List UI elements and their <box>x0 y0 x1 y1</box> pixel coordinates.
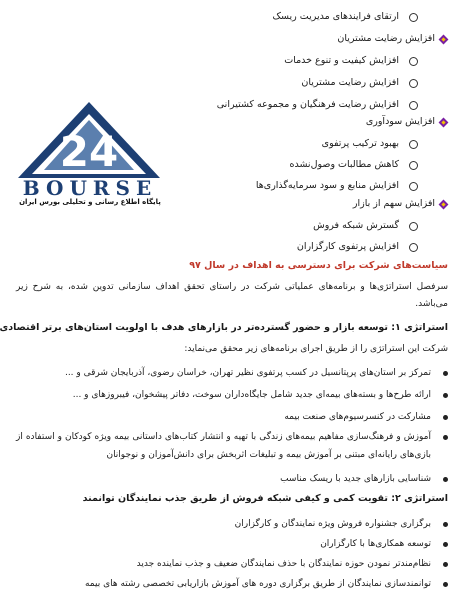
mountain-logo-icon <box>14 100 164 180</box>
strategy2-item <box>16 575 448 593</box>
bullet-icon <box>443 582 448 587</box>
objective-heading <box>366 114 448 130</box>
strategy1-item <box>16 470 448 488</box>
bullet-text: آموزش و فرهنگ‌سازی مفاهیم بیمه‌های زندگی با تهیه و انتشار کتاب‌های داستانی بیمه ویژه کودکان و استفاده از بازی‌های رایانه‌ای مبتنی بر آموزش بیمه و تبلیغات اثربخش برای دانش‌آموزان و نوجوانان <box>16 432 431 460</box>
circle-bullet-icon <box>409 161 418 170</box>
objective-item <box>313 218 418 234</box>
strategy2-item <box>16 535 448 553</box>
objective-item <box>217 97 418 113</box>
strategy2-item <box>16 555 448 573</box>
logo-number: 24 <box>59 127 119 176</box>
objective-item <box>289 157 418 173</box>
objective-label: افزایش رضایت مشتریان <box>337 33 435 44</box>
circle-bullet-icon <box>409 13 418 22</box>
objective-item <box>322 136 418 152</box>
objective-item <box>297 239 418 255</box>
intro-paragraph: سرفصل استراتژی‌ها و برنامه‌های عملیاتی شرکت در راستای تحقق اهداف سازمانی تدوین شده، به شرح زیر می‌باشد. <box>16 282 448 309</box>
bullet-text: توسعه همکاری‌ها با کارگزاران <box>320 539 431 549</box>
objective-label: افزایش پرتفوی کارگزاران <box>296 241 399 252</box>
circle-bullet-icon <box>409 140 418 149</box>
circle-bullet-icon <box>409 222 418 231</box>
objective-label: افزایش رضایت مشتریان <box>301 77 399 88</box>
bullet-icon <box>443 542 448 547</box>
policies-heading: سیاست‌های شرکت برای دسترسی به اهداف در سال ۹۷ <box>189 260 448 271</box>
bullet-icon <box>443 393 448 398</box>
objective-heading <box>337 31 448 47</box>
objective-label: افزایش منابع و سود سرمایه‌گذاری‌ها <box>255 180 399 191</box>
diamond-bullet-icon <box>439 35 448 44</box>
bullet-text: برگزاری جشنواره فروش ویژه نمایندگان و کارگزاران <box>234 519 431 529</box>
objective-label: گسترش شبکه فروش <box>313 220 399 231</box>
strategy1-item <box>16 428 448 464</box>
circle-bullet-icon <box>409 243 418 252</box>
strategy2-title: استراتژی ۲: تقویت کمی و کیفی شبکه فروش از طریق جذب نمایندگان توانمند <box>82 493 448 504</box>
strategy1-lead: شرکت این استراتژی را از طریق اجرای برنامه‌های زیر محقق می‌نماید: <box>184 344 448 354</box>
objective-label: بهبود ترکیب پرتفوی <box>321 138 399 149</box>
objective-item <box>284 53 418 69</box>
objective-label: افزایش رضایت فرهنگیان و مجموعه کشتیرانی <box>216 99 399 110</box>
objective-label: افزایش کیفیت و تنوع خدمات <box>284 55 399 66</box>
circle-bullet-icon <box>409 101 418 110</box>
bullet-text: توانمندسازی نمایندگان از طریق برگزاری دوره های آموزش بازاریابی تخصصی رشته های بیمه <box>84 579 431 589</box>
bullet-text: تمرکز بر استان‌های پرپتانسیل در کسب پرتفوی نظیر تهران، خراسان رضوی، آذربایجان شرقی و ... <box>64 368 431 378</box>
bullet-icon <box>443 415 448 420</box>
objective-heading <box>353 196 448 212</box>
bullet-text: نظام‌مندتر نمودن حوزه نمایندگان با حذف نمایندگان ضعیف و جذب نماینده جدید <box>136 559 431 569</box>
bullet-icon <box>443 522 448 527</box>
bullet-icon <box>443 477 448 482</box>
circle-bullet-icon <box>409 79 418 88</box>
bullet-text: ارائه طرح‌ها و بسته‌های بیمه‌ای جدید شامل جایگاه‌داران سوخت، دفاتر پیشخوان، فیبروزهای و ... <box>72 390 431 400</box>
strategy1-item <box>16 408 448 426</box>
strategy2-item <box>16 515 448 533</box>
objective-label: ارتقای فرایندهای مدیریت ریسک <box>272 11 399 22</box>
bullet-icon <box>443 371 448 376</box>
bullet-icon <box>443 562 448 567</box>
diamond-bullet-icon <box>439 200 448 209</box>
bourse24-logo <box>14 100 164 212</box>
circle-bullet-icon <box>409 57 418 66</box>
bullet-icon <box>443 435 448 440</box>
objective-item <box>256 178 418 194</box>
logo-caption: پایگاه اطلاع رسانی و تحلیلی بورس ایران <box>19 198 161 206</box>
bullet-text: مشارکت در کنسرسیوم‌های صنعت بیمه <box>284 412 431 422</box>
bullet-text: شناسایی بازارهای جدید با ریسک مناسب <box>280 474 431 484</box>
objective-item <box>301 75 418 91</box>
strategy1-item <box>16 386 448 404</box>
objective-label: افزایش سودآوری <box>365 116 435 127</box>
objective-item <box>273 9 418 25</box>
logo-wordmark: BOURSE <box>22 176 158 200</box>
objective-label: کاهش مطالبات وصول‌نشده <box>289 159 399 170</box>
circle-bullet-icon <box>409 182 418 191</box>
strategy1-item <box>16 364 448 382</box>
strategy1-title: استراتژی ۱: توسعه بازار و حضور گسترده‌تر در بازارهای هدف با اولویت استان‌های برتر اقتصادی <box>0 322 448 333</box>
diamond-bullet-icon <box>439 118 448 127</box>
objective-label: افزایش سهم از بازار <box>352 198 435 209</box>
